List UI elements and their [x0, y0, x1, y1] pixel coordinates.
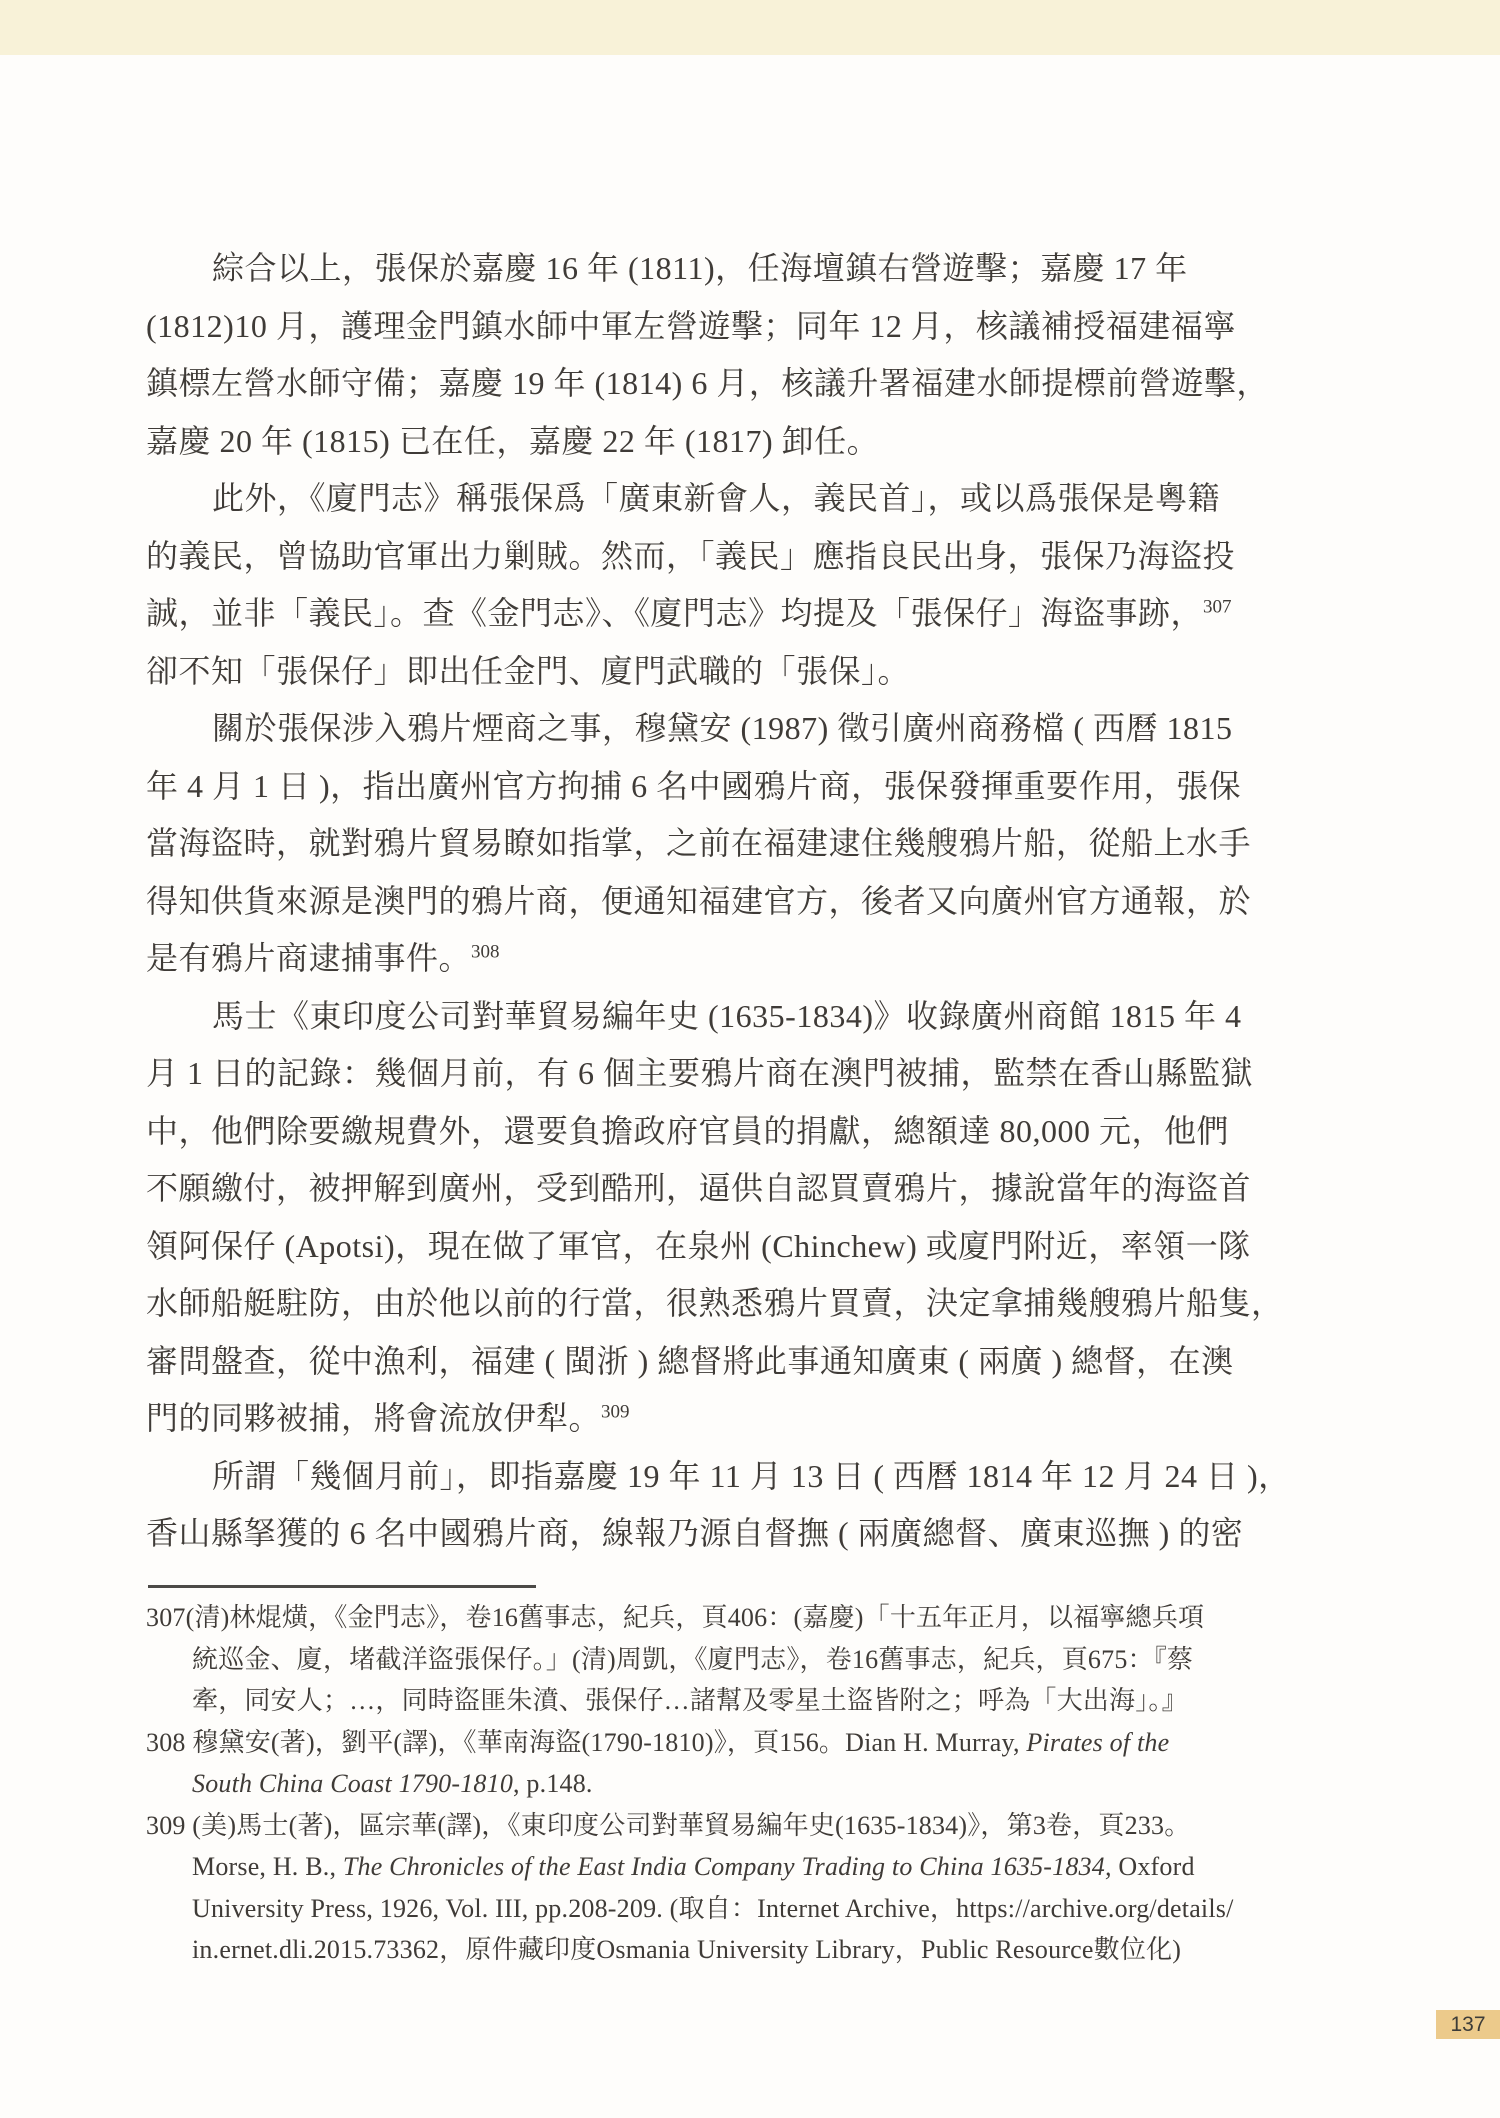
line-text: 是有鴉片商逮捕事件。: [146, 940, 472, 976]
footnote-separator: [148, 1585, 536, 1588]
line-text: 馬士《東印度公司對華貿易編年史 (1635-1834)》收錄廣州商館 1815 年 4: [212, 997, 1242, 1034]
footnote-text: in.ernet.dli.2015.73362，原件藏印度Osmania University Library，Public Resource數位化): [192, 1935, 1182, 1964]
line-text: 誠，並非「義民」。查《金門志》、《廈門志》均提及「張保仔」海盜事跡，: [146, 595, 1204, 631]
line-text: 香山縣拏獲的 6 名中國鴉片商，線報乃源自督撫 ( 兩廣總督、廣東巡撫 ) 的密: [146, 1515, 1244, 1551]
line-text: 水師船艇駐防，由於他以前的行當，很熟悉鴉片買賣，決定拿捕幾艘鴉片船隻，: [146, 1285, 1284, 1321]
body-text-line: [146, 700, 1406, 758]
body-text-line: [146, 1045, 1406, 1103]
top-band: [0, 0, 1500, 55]
line-text: 綜合以上，張保於嘉慶 16 年 (1811)，任海壇鎮右營遊擊；嘉慶 17 年: [212, 250, 1188, 286]
line-text: 年 4 月 1 日 )，指出廣州官方拘捕 6 名中國鴉片商，張保發揮重要作用，張保: [146, 767, 1242, 804]
body-text-line: [146, 758, 1406, 816]
footnote-text: 307(清)林焜熿，《金門志》，卷16舊事志，紀兵，頁406：(嘉慶)「十五年正月，以福寧總兵項: [146, 1603, 1205, 1632]
footnote-line-309: [146, 1888, 1426, 1930]
body-text-line: [146, 988, 1406, 1046]
line-text: 的義民，曾協助官軍出力剿賊。然而，「義民」應指良民出身，張保乃海盜投: [146, 537, 1236, 574]
footnote-text: 統巡金、廈，堵截洋盜張保仔。」(清)周凱，《廈門志》，卷16舊事志，紀兵，頁675：『蔡: [192, 1644, 1194, 1674]
line-text: 當海盜時，就對鴉片貿易瞭如指掌，之前在福建逮住幾艘鴉片船，從船上水手: [146, 825, 1252, 861]
body-text-line: [146, 1390, 1406, 1448]
line-text: 領阿保仔 (Apotsi)，現在做了軍官，在泉州 (Chinchew) 或廈門附近，率領一隊: [146, 1227, 1251, 1264]
page-number: 137: [1450, 2012, 1486, 2036]
footnote-ref-307: 307: [1203, 596, 1232, 618]
footnote-text: University Press, 1926, Vol. III, pp.208-209. (取自：Internet Archive，https://archive.org/details/: [192, 1893, 1234, 1923]
body-text-line: [146, 528, 1406, 586]
footnote-ref-308: 308: [471, 941, 500, 963]
footnote-line-308: [146, 1722, 1426, 1764]
body-text: [146, 240, 1406, 1563]
body-text-line: [146, 355, 1406, 413]
footnote-line-309: [146, 1846, 1426, 1888]
footnotes: [146, 1597, 1426, 1971]
body-text-line: [146, 930, 1406, 988]
footnote-text: 牽，同安人；…，同時盜匪朱濆、張保仔…諸幫及零星土盜皆附之；呼為「大出海」。』: [192, 1686, 1188, 1715]
line-text: 此外，《廈門志》稱張保爲「廣東新會人，義民首」，或以爲張保是粵籍: [212, 480, 1221, 516]
line-text: 審問盤查，從中漁利，福建 ( 閩浙 ) 總督將此事通知廣東 ( 兩廣 ) 總督，在澳: [146, 1342, 1234, 1379]
body-text-line: [146, 413, 1406, 471]
footnote-ref-309: 309: [601, 1401, 630, 1423]
line-text: 得知供貨來源是澳門的鴉片商，便通知福建官方，後者又向廣州官方通報，於: [146, 882, 1252, 919]
line-text: 門的同夥被捕，將會流放伊犁。: [146, 1400, 602, 1436]
line-text: 中，他們除要繳規費外，還要負擔政府官員的捐獻，總額達 80,000 元，他們: [146, 1112, 1230, 1149]
body-text-line: [146, 1505, 1406, 1563]
line-text: (1812)10 月，護理金門鎮水師中軍左營遊擊；同年 12 月，核議補授福建福寧: [146, 307, 1236, 344]
body-text-line: [146, 1160, 1406, 1218]
line-text: 不願繳付，被押解到廣州，受到酷刑，逼供自認買賣鴉片，據說當年的海盜首: [146, 1170, 1252, 1206]
footnote-line-307: [146, 1639, 1426, 1681]
footnote-text: , p.148.: [513, 1769, 593, 1798]
body-text-line: [146, 470, 1406, 528]
body-text-line: [146, 1218, 1406, 1276]
body-text-line: [146, 1448, 1406, 1506]
line-text: 卻不知「張保仔」即出任金門、廈門武職的「張保」。: [146, 652, 911, 689]
footnote-text: Morse, H. B.,: [192, 1852, 343, 1881]
line-text: 所謂「幾個月前」，即指嘉慶 19 年 11 月 13 日 ( 西曆 1814 年 12 月 24 日 )，: [212, 1457, 1291, 1494]
body-text-line: [146, 873, 1406, 931]
body-text-line: [146, 1333, 1406, 1391]
footnote-line-308: [146, 1763, 1426, 1805]
line-text: 關於張保涉入鴉片煙商之事，穆黛安 (1987) 徵引廣州商務檔 ( 西曆 1815: [212, 710, 1233, 746]
footnote-text: 309 (美)馬士(著)，區宗華(譯)，《東印度公司對華貿易編年史(1635-1834)》，第3卷，頁233。: [146, 1810, 1191, 1840]
footnote-text: Oxford: [1111, 1852, 1195, 1881]
footnote-text-italic: Pirates of the: [1026, 1727, 1170, 1757]
body-text-line: [146, 815, 1406, 873]
body-text-line: [146, 1275, 1406, 1333]
footnote-text-italic: The Chronicles of the East India Company Trading to China 1635-1834,: [342, 1852, 1112, 1881]
body-text-line: [146, 585, 1406, 643]
footnote-line-309: [146, 1805, 1426, 1847]
footnote-text: 308 穆黛安(著)，劉平(譯)，《華南海盜(1790-1810)》，頁156。Dian H. Murray,: [146, 1727, 1027, 1757]
body-text-line: [146, 240, 1406, 298]
footnote-line-307: [146, 1597, 1426, 1639]
page-number-badge: [1436, 2010, 1500, 2039]
body-text-line: [146, 298, 1406, 356]
footnote-text-italic: South China Coast 1790-1810: [192, 1769, 514, 1798]
body-text-line: [146, 1103, 1406, 1161]
line-text: 嘉慶 20 年 (1815) 已在任，嘉慶 22 年 (1817) 卸任。: [146, 422, 880, 459]
body-text-line: [146, 643, 1406, 701]
footnote-line-309: [146, 1929, 1426, 1971]
line-text: 鎮標左營水師守備；嘉慶 19 年 (1814) 6 月，核議升署福建水師提標前營遊擊，: [146, 365, 1269, 401]
footnote-line-307: [146, 1680, 1426, 1722]
line-text: 月 1 日的記錄：幾個月前，有 6 個主要鴉片商在澳門被捕，監禁在香山縣監獄: [146, 1055, 1254, 1091]
